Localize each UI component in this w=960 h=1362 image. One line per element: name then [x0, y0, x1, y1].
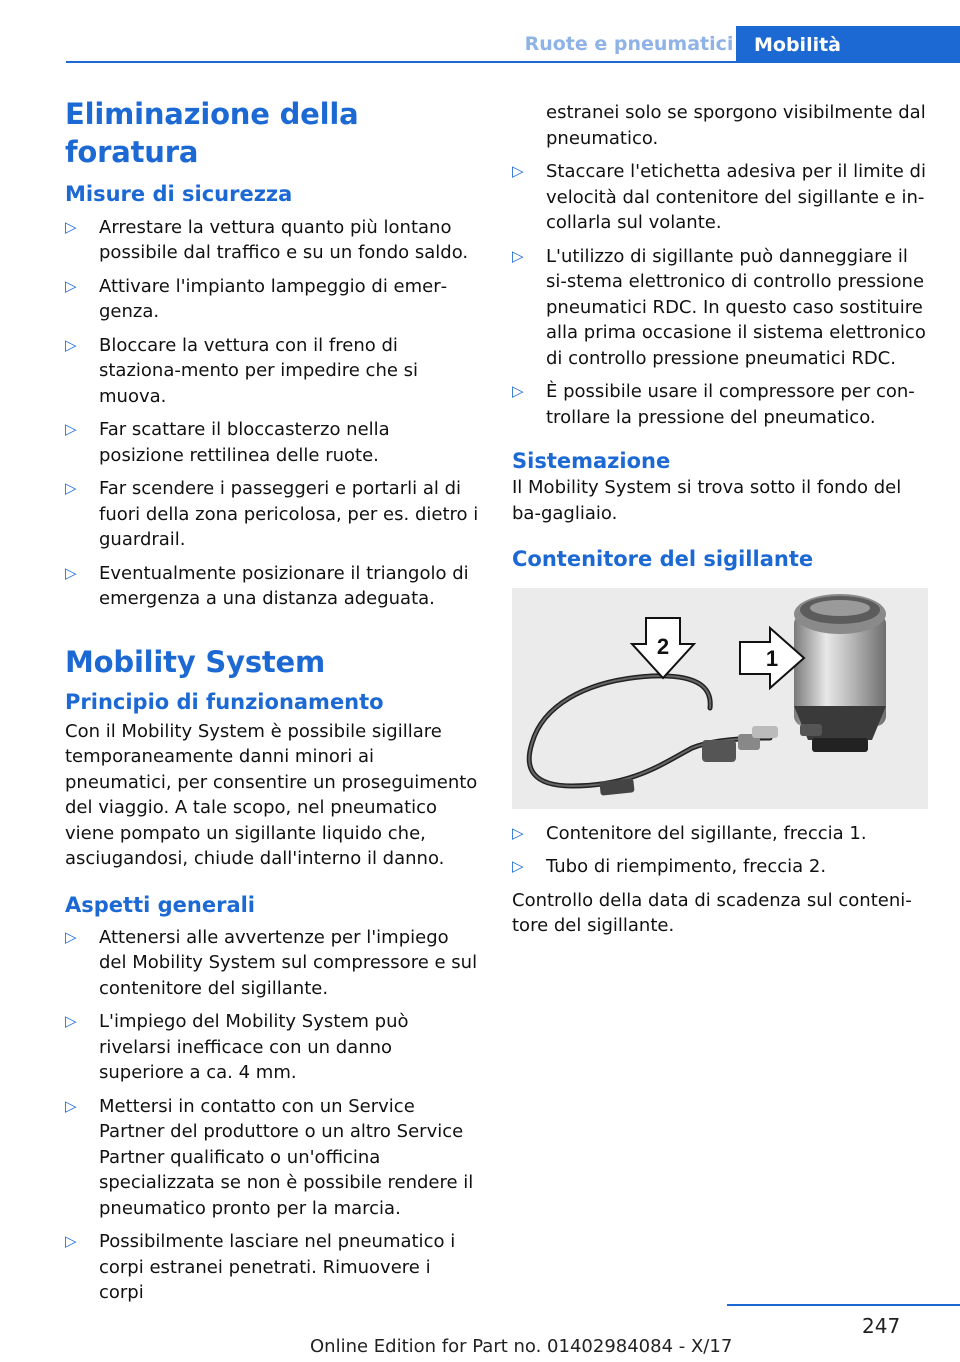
left-column: [65, 96, 480, 1314]
triangle-bullet-icon: ▷: [65, 479, 77, 498]
edition-footer: Online Edition for Part no. 01402984084 - X/17: [310, 1336, 733, 1357]
list-item: ▷ Tubo di riempimento, freccia 2.: [512, 854, 930, 880]
triangle-bullet-icon: ▷: [512, 823, 524, 842]
subheading-principle: Principio di funzionamento: [65, 690, 384, 715]
principle-paragraph: Con il Mobility System è possibile sigillare temporaneamente danni minori ai pneumatici, per consentire un proseguimento del viaggio. A tale scopo, nel pneumatico viene pompato un sigillante liquido che, asciugandosi, chiude dall'interno il danno.: [65, 720, 478, 870]
heading-mobility-system: Mobility System: [65, 644, 326, 679]
section-tab: Ruote e pneumatici: [524, 32, 734, 55]
figure-legend-list: [512, 821, 930, 880]
page-number: 247: [862, 1314, 901, 1338]
subheading-safety: Misure di sicurezza: [65, 182, 293, 207]
list-item: ▷ Staccare l'etichetta adesiva per il limite di velocità dal contenitore del sigillante e in‐collarla sul volante.: [512, 161, 926, 233]
triangle-bullet-icon: ▷: [65, 276, 77, 295]
triangle-bullet-icon: ▷: [512, 857, 524, 876]
sealant-bottle: [794, 594, 886, 752]
sealant-container-figure: [512, 588, 928, 809]
triangle-bullet-icon: ▷: [512, 162, 524, 180]
svg-text:1: 1: [765, 645, 779, 671]
header-rule: [66, 61, 960, 63]
arrow-2-icon: [632, 618, 694, 678]
triangle-bullet-icon: ▷: [65, 1096, 77, 1115]
list-item: ▷ Attenersi alle avvertenze per l'impiego del Mobility System sul compressore e sul contenitore del sigillante.: [65, 926, 478, 999]
list-item: ▷ Arrestare la vettura quanto più lontano possibile dal traffico e su un fondo saldo.: [65, 216, 469, 264]
triangle-bullet-icon: ▷: [65, 1232, 77, 1251]
heading-flat-tire: Eliminazione della foratura: [65, 97, 359, 169]
list-item: ▷ L'utilizzo di sigillante può danneggiare il si‐stema elettronico di controllo pressione pneumatici RDC. In questo caso sostituire alla prima occasione il sistema elettronico di controllo pressione pneumatici RDC.: [512, 245, 926, 369]
triangle-bullet-icon: ▷: [65, 335, 77, 354]
safety-list: [65, 215, 480, 612]
subheading-general: Aspetti generali: [65, 892, 256, 917]
list-item: ▷ È possibile usare il compressore per con‐trollare la pressione del pneumatico.: [512, 381, 915, 428]
subheading-container: Contenitore del sigillante: [512, 547, 814, 572]
hose-connector: [702, 726, 778, 762]
triangle-bullet-icon: ▷: [65, 563, 77, 582]
list-item: ▷ Eventualmente posizionare il triangolo di emergenza a una distanza adeguata.: [65, 562, 469, 610]
footer-rule: [727, 1304, 960, 1306]
general-list: [65, 925, 480, 1306]
subheading-storage: Sistemazione: [512, 449, 671, 473]
triangle-bullet-icon: ▷: [65, 420, 77, 439]
list-item-continuation: estranei solo se sporgono visibilmente dal pneumatico.: [546, 102, 926, 149]
list-item: ▷ Far scattare il bloccasterzo nella posizione rettilinea delle ruote.: [65, 419, 390, 466]
svg-text:2: 2: [656, 633, 670, 659]
general-list-continued: [512, 159, 930, 430]
triangle-bullet-icon: ▷: [512, 382, 524, 400]
list-item: ▷ Possibilmente lasciare nel pneumatico i corpi estranei penetrati. Rimuovere i corpi: [65, 1231, 456, 1304]
list-item: ▷ Mettersi in contatto con un Service Partner del produttore o un altro Service Partner qualificato o un'officina specializzata se non è possibile rendere il pneumatico pronto per la marcia.: [65, 1095, 474, 1219]
list-item: ▷ L'impiego del Mobility System può rivelarsi inefficace con un danno superiore a ca. 4 mm.: [65, 1011, 409, 1084]
list-item: ▷ Bloccare la vettura con il freno di staziona‐mento per impedire che si muova.: [65, 334, 419, 407]
right-column: [512, 100, 930, 939]
triangle-bullet-icon: ▷: [65, 1012, 77, 1031]
list-item: ▷ Attivare l'impianto lampeggio di emer‐genza.: [65, 275, 448, 323]
sealant-kit-illustration: [512, 588, 928, 809]
list-item: ▷ Far scendere i passeggeri e portarli al di fuori della zona pericolosa, per es. dietro i guardrail.: [65, 478, 479, 551]
expiry-paragraph: Controllo della data di scadenza sul conteni‐tore del sigillante.: [512, 889, 912, 937]
list-item: ▷ Contenitore del sigillante, freccia 1.: [512, 821, 930, 847]
triangle-bullet-icon: ▷: [65, 927, 77, 946]
storage-paragraph: Il Mobility System si trova sotto il fondo del ba‐gagliaio.: [512, 477, 902, 524]
triangle-bullet-icon: ▷: [512, 246, 524, 265]
hose-end-fitting: [599, 778, 634, 795]
chapter-tab: Mobilità: [736, 26, 960, 63]
triangle-bullet-icon: ▷: [65, 217, 77, 236]
